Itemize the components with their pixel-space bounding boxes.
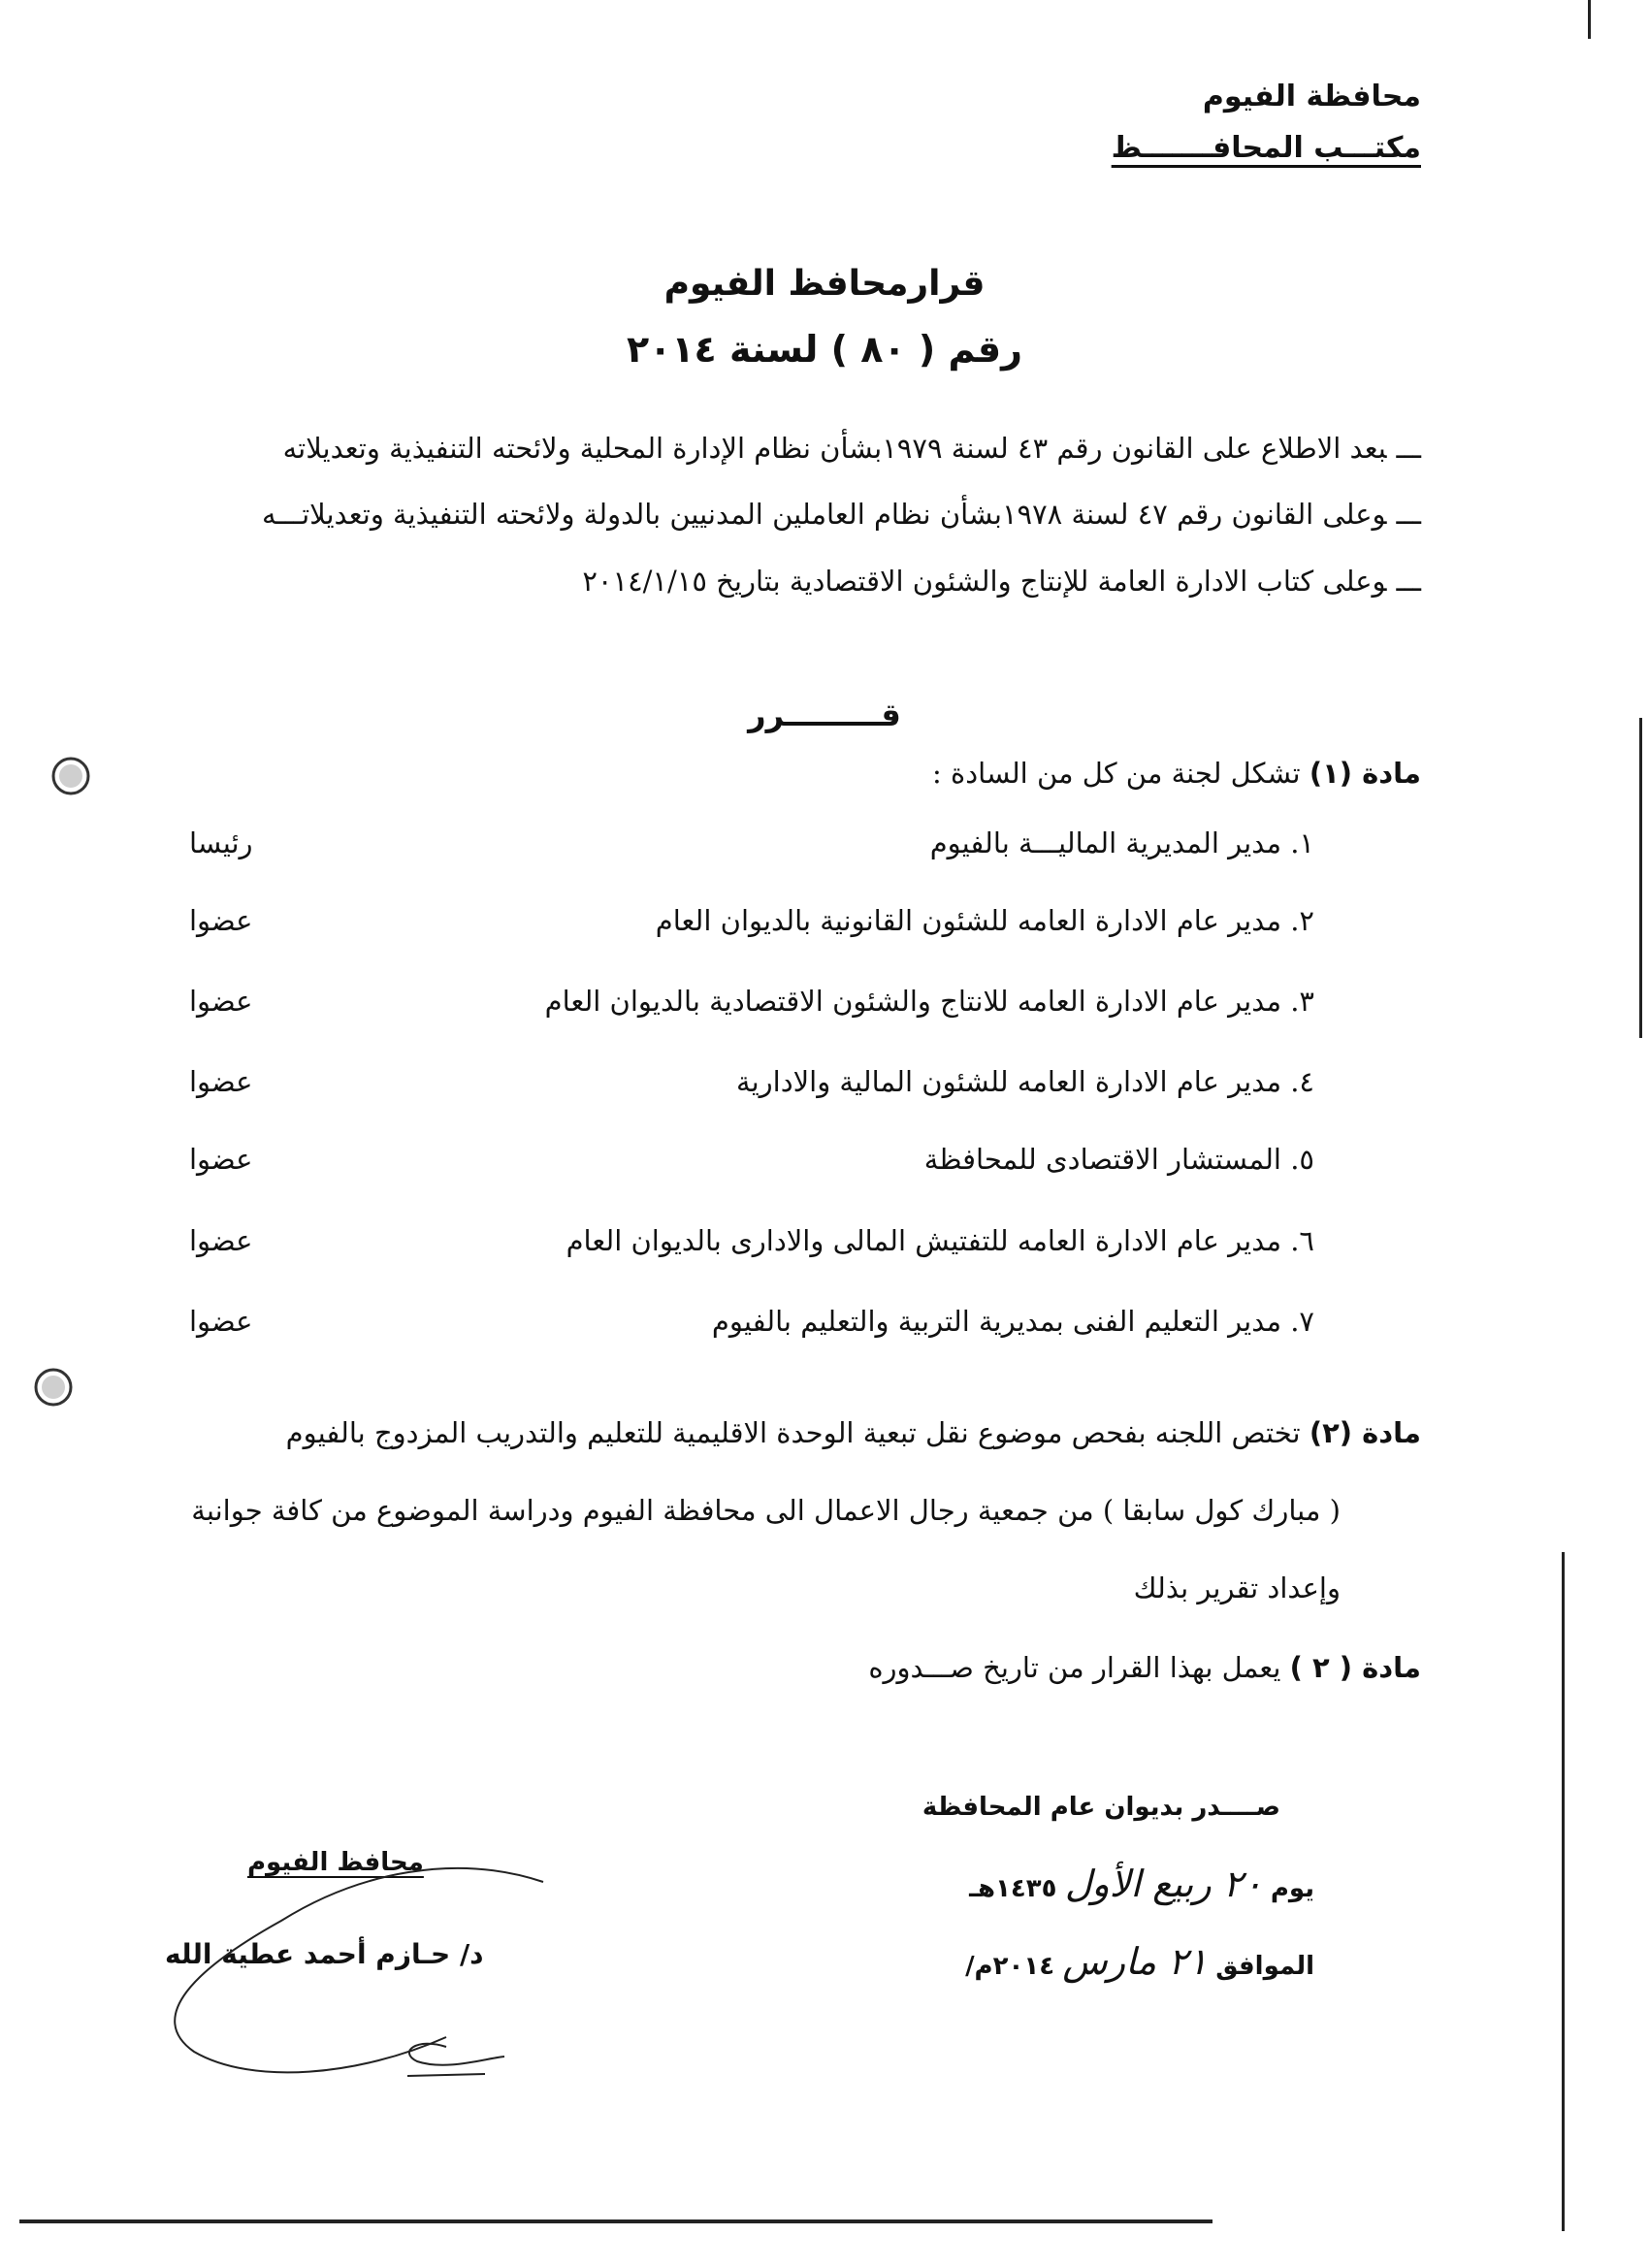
list-item	[930, 826, 1314, 859]
list-item	[566, 1224, 1314, 1257]
signatory-name: د/ حـازم أحمد عطية الله	[165, 1938, 484, 1970]
hijri-year: ١٤٣٥هـ	[969, 1874, 1057, 1903]
punch-hole-mark	[47, 752, 95, 800]
item-text: مدير عام الادارة العامه للانتاج والشئون الاقتصادية بالديوان العام	[544, 985, 1281, 1018]
signature-mark	[136, 1843, 582, 2095]
governorate-name: محافظة الفيوم	[1202, 80, 1421, 113]
item-role: عضوا	[189, 1065, 253, 1098]
preamble-text: وعلى كتاب الادارة العامة للإنتاج والشئون الاقتصادية بتاريخ ٢٠١٤/١/١٥	[582, 565, 1387, 598]
preamble-text: وعلى القانون رقم ٤٧ لسنة ١٩٧٨بشأن نظام العاملين المدنيين بالدولة ولائحته التنفيذية وتعديلاتـــه	[262, 498, 1387, 531]
article-1-text: تشكل لجنة من كل من السادة :	[932, 757, 1301, 790]
item-text: المستشار الاقتصادى للمحافظة	[923, 1143, 1281, 1176]
item-role: عضوا	[189, 985, 253, 1018]
item-role: عضوا	[189, 904, 253, 937]
item-number: ٦.	[1290, 1224, 1314, 1257]
item-number: ٤.	[1290, 1065, 1314, 1098]
item-number: ٥.	[1290, 1143, 1314, 1176]
article-2-line-2: ( مبارك كول سابقا ) من جمعية رجال الاعمال الى محافظة الفيوم ودراسة الموضوع من كافة جوانبة	[191, 1494, 1341, 1527]
item-role: عضوا	[189, 1305, 253, 1338]
handwritten-hijri-date: ٢٠ ربيع الأول	[1064, 1863, 1263, 1905]
article-3-label: مادة ( ٢ )	[1289, 1651, 1421, 1684]
article-1	[932, 757, 1421, 790]
scan-edge-mark	[1588, 0, 1591, 39]
preamble-dash: ـــ	[1396, 565, 1421, 598]
article-2	[286, 1416, 1421, 1449]
item-role: عضوا	[189, 1143, 253, 1176]
article-3	[868, 1651, 1421, 1684]
issued-day-line	[969, 1863, 1314, 1905]
preamble-dash: ـــ	[1396, 498, 1421, 531]
article-3-text: يعمل بهذا القرار من تاريخ صـــدوره	[868, 1651, 1281, 1684]
preamble-line	[262, 498, 1421, 531]
item-text: مدير عام الادارة العامه للتفتيش المالى والادارى بالديوان العام	[566, 1224, 1281, 1257]
item-number: ٣.	[1290, 985, 1314, 1018]
issued-greg-line	[965, 1940, 1314, 1983]
item-text: مدير التعليم الفنى بمديرية التربية والتعليم بالفيوم	[711, 1305, 1281, 1338]
handwritten-greg-date: ٢١ مارس	[1062, 1940, 1208, 1983]
item-text: مدير عام الادارة العامه للشئون المالية والادارية	[736, 1065, 1281, 1098]
preamble-line	[283, 432, 1421, 465]
item-role: عضوا	[189, 1224, 253, 1257]
issued-day-label: يوم	[1270, 1874, 1314, 1903]
article-2-line-1: تختص اللجنه بفحص موضوع نقل تبعية الوحدة الاقليمية للتعليم والتدريب المزدوج بالفيوم	[285, 1416, 1301, 1449]
item-number: ٧.	[1290, 1305, 1314, 1338]
list-item	[656, 904, 1314, 937]
preamble-dash: ـــ	[1396, 432, 1421, 465]
corresponding-label: الموافق	[1215, 1952, 1314, 1981]
scan-edge-mark	[1639, 718, 1642, 1038]
article-1-label: مادة (١)	[1309, 757, 1421, 790]
preamble-line	[582, 565, 1421, 598]
office-name: مكتـــب المحافـــــــظ	[1111, 131, 1421, 165]
item-text: مدير عام الادارة العامه للشئون القانونية بالديوان العام	[655, 904, 1281, 937]
issued-heading: صــــدر بديوان عام المحافظة	[922, 1793, 1280, 1822]
bottom-border-line	[19, 2219, 1212, 2223]
preamble-text: بعد الاطلاع على القانون رقم ٤٣ لسنة ١٩٧٩بشأن نظام الإدارة المحلية ولائحته التنفيذية وتعديلاته	[282, 432, 1387, 465]
article-2-line-3: وإعداد تقرير بذلك	[1133, 1571, 1341, 1604]
scan-edge-mark	[1562, 1552, 1565, 2231]
punch-hole-mark	[29, 1363, 78, 1411]
list-item	[545, 985, 1314, 1018]
list-item	[712, 1305, 1314, 1338]
list-item	[736, 1065, 1314, 1098]
item-text: مدير المديرية الماليـــة بالفيوم	[929, 826, 1281, 859]
item-role: رئيسا	[189, 826, 253, 859]
greg-year: ٢٠١٤م/	[965, 1952, 1055, 1981]
article-2-label: مادة (٢)	[1309, 1416, 1421, 1449]
signatory-title: محافظ الفيوم	[247, 1848, 424, 1877]
list-item	[924, 1143, 1314, 1176]
decision-heading: قـــــــــرر	[748, 697, 901, 733]
item-number: ١.	[1290, 826, 1314, 859]
decree-number: رقم ( ٨٠ ) لسنة ٢٠١٤	[626, 328, 1023, 371]
decree-title: قرارمحافظ الفيوم	[663, 264, 986, 304]
item-number: ٢.	[1290, 904, 1314, 937]
